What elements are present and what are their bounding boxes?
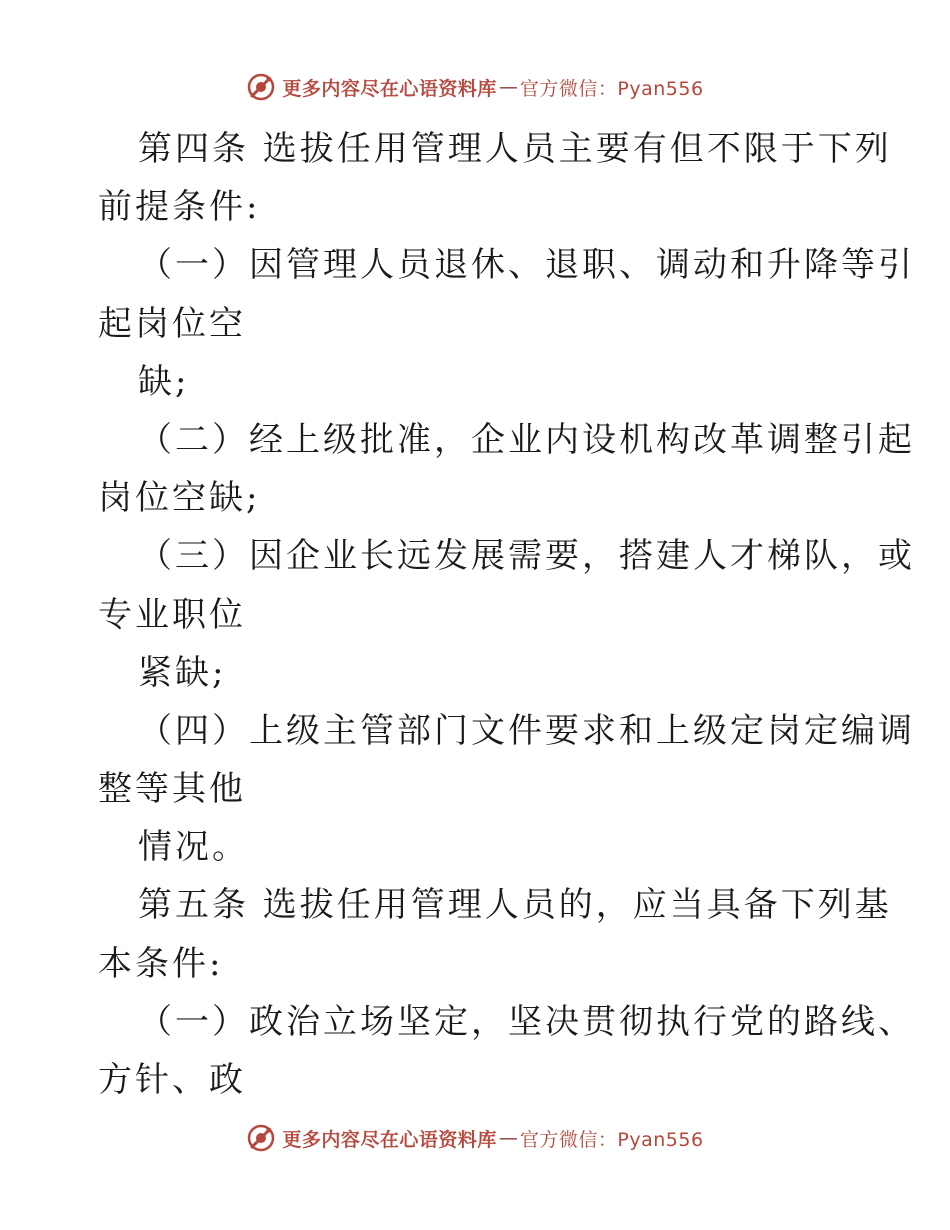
watermark-brand-text: 更多内容尽在心语资料库 <box>282 77 497 100</box>
text-line: 本条件: <box>98 943 224 984</box>
text-line: （二）经上级批准，企业内设机构改革调整引起 <box>138 419 915 460</box>
header-watermark <box>0 72 950 102</box>
text-line: （四）上级主管部门文件要求和上级定岗定编调 <box>138 710 915 751</box>
watermark-dash: — <box>498 1127 518 1149</box>
footer-watermark <box>0 1123 950 1153</box>
text-line: 起岗位空 <box>98 303 246 344</box>
text-line: 整等其他 <box>98 769 246 810</box>
watermark-contact-text: 官方微信：Pyan556 <box>519 1128 704 1151</box>
brand-logo-icon <box>246 72 276 102</box>
text-line: （一）政治立场坚定，坚决贯彻执行党的路线、 <box>138 1001 915 1042</box>
watermark-dash: — <box>498 76 518 98</box>
text-line: 专业职位 <box>98 594 246 635</box>
text-line: 第五条 选拔任用管理人员的，应当具备下列基 <box>138 885 892 926</box>
text-line: （一）因管理人员退休、退职、调动和升降等引 <box>138 245 915 286</box>
text-line: 第四条 选拔任用管理人员主要有但不限于下列 <box>138 129 892 169</box>
text-line: 方针、政 <box>98 1060 246 1100</box>
watermark-brand-text: 更多内容尽在心语资料库 <box>282 1128 497 1151</box>
text-line: （三）因企业长远发展需要，搭建人才梯队，或 <box>138 536 915 577</box>
text-line: 情况。 <box>138 827 249 868</box>
text-line: 前提条件: <box>98 187 261 228</box>
watermark-contact-text: 官方微信：Pyan556 <box>519 77 704 100</box>
text-line: 缺; <box>138 361 190 402</box>
text-line: 紧缺; <box>138 652 227 693</box>
document-body <box>98 120 915 1109</box>
text-line: 岗位空缺; <box>98 478 261 519</box>
brand-logo-icon <box>246 1123 276 1153</box>
